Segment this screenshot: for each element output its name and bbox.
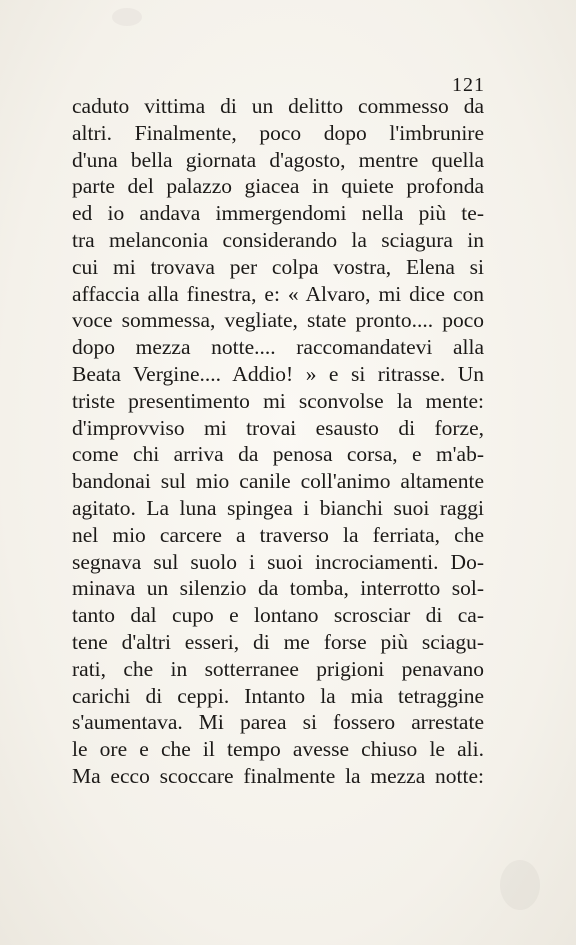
text-line: d'improvviso mi trovai esausto di forze, [72,415,484,440]
text-line: agitato. La luna spingea i bianchi suoi raggi [72,495,484,520]
text-line: dopo mezza notte.... raccomandatevi alla [72,335,484,360]
text-line: s'aumentava. Mi parea si fossero arrestate [72,710,484,735]
body-text [72,93,484,790]
text-line: affaccia alla finestra, e: « Alvaro, mi dice con [72,281,484,306]
text-line: nel mio carcere a traverso la ferriata, che [72,522,484,547]
text-line: come chi arriva da penosa corsa, e m'ab- [72,442,484,467]
text-line: tene d'altri esseri, di me forse più sciagu- [72,629,484,654]
text-line: tra melanconia considerando la sciagura in [72,227,484,252]
text-line: triste presentimento mi sconvolse la mente: [72,388,484,413]
text-line: ed io andava immergendomi nella più te- [72,201,484,226]
text-line: caduto vittima di un delitto commesso da [72,94,484,118]
paper-stain [500,860,540,910]
page-number: 121 [452,74,485,96]
text-line: altri. Finalmente, poco dopo l'imbrunire [72,120,484,145]
text-line: carichi di ceppi. Intanto la mia tetraggine [72,683,484,708]
text-line: parte del palazzo giacea in quiete profonda [72,174,484,199]
text-line: bandonai sul mio canile coll'animo altamente [72,469,484,494]
text-line: segnava sul suolo i suoi incrociamenti. Do- [72,549,484,574]
text-line: le ore e che il tempo avesse chiuso le ali. [72,737,484,762]
text-line: rati, che in sotterranee prigioni penavano [72,656,484,681]
text-line: cui mi trovava per colpa vostra, Elena si [72,254,484,279]
text-line: Ma ecco scoccare finalmente la mezza notte: [72,763,484,788]
text-line: voce sommessa, vegliate, state pronto.... poco [72,308,484,333]
text-line: tanto dal cupo e lontano scrosciar di ca- [72,603,484,628]
text-line: Beata Vergine.... Addio! » e si ritrasse. Un [72,361,484,386]
text-line: d'una bella giornata d'agosto, mentre quella [72,147,484,172]
text-line: minava un silenzio da tomba, interrotto sol- [72,576,484,601]
paper-stain [112,8,142,26]
